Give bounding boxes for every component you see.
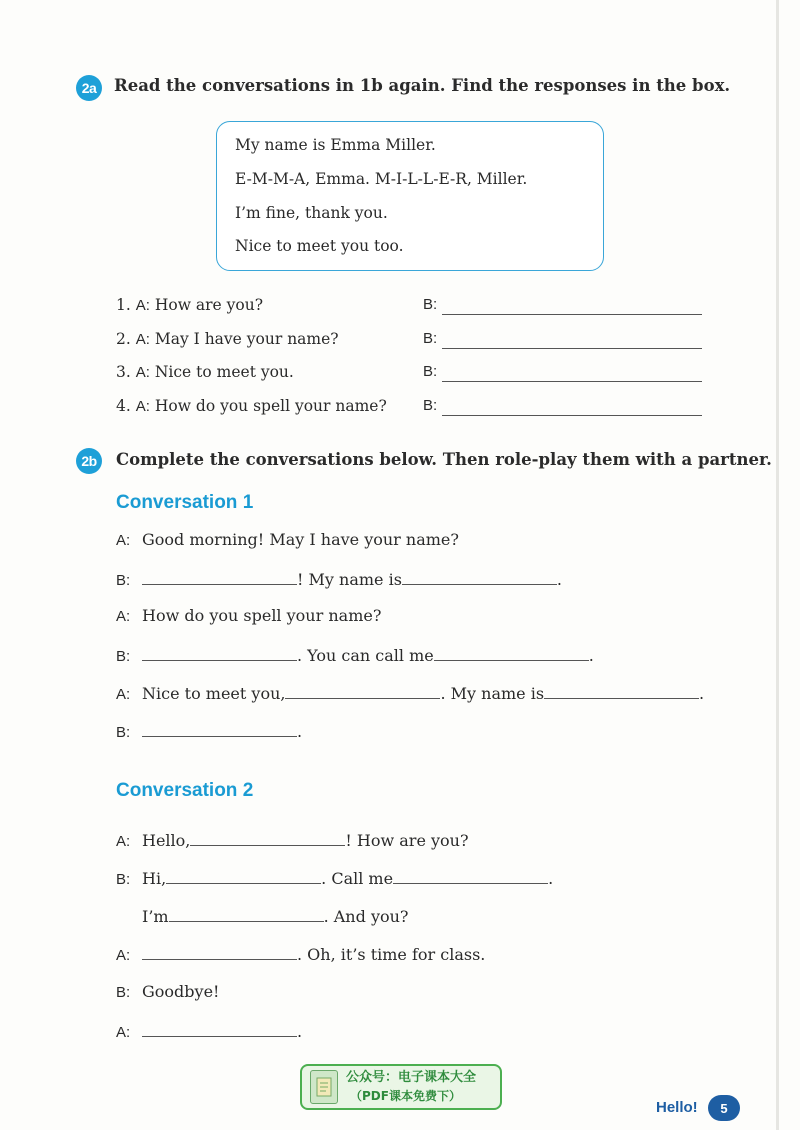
page-number: 5 — [708, 1095, 740, 1121]
speaker-label: A: — [116, 532, 131, 549]
dialogue-text: . Call me — [321, 869, 394, 888]
dialogue-text: ! My name is — [297, 570, 402, 589]
dialogue-line — [116, 682, 704, 703]
conversation-2-title: Conversation 2 — [116, 780, 254, 801]
question-number: 2. — [116, 330, 131, 348]
dialogue-line — [116, 530, 459, 549]
question-text: How are you? — [154, 296, 264, 314]
watermark-line-1: 公众号：电子课本大全 — [346, 1070, 477, 1085]
box-item: I’m fine, thank you. — [235, 204, 388, 222]
speaker-label: B: — [423, 363, 438, 380]
answer-blank[interactable] — [442, 332, 702, 349]
speaker-label: B: — [116, 984, 131, 1001]
box-item: E-M-M-A, Emma. M-I-L-L-E-R, Miller. — [235, 170, 528, 188]
conversation-1-title: Conversation 1 — [116, 492, 254, 513]
watermark-line-2: （PDF课本免费下） — [350, 1089, 461, 1103]
question-text: Nice to meet you. — [154, 363, 294, 381]
speaker-label: A: — [116, 608, 131, 625]
dialogue-text: . — [588, 646, 594, 665]
fill-in-blank[interactable] — [190, 829, 345, 846]
fill-in-blank[interactable] — [393, 867, 548, 884]
fill-in-blank[interactable] — [402, 568, 557, 585]
question-number: 3. — [116, 363, 131, 381]
dialogue-line — [116, 644, 594, 665]
dialogue-text: How do you spell your name? — [142, 606, 382, 625]
dialogue-line — [116, 1020, 302, 1041]
book-icon — [310, 1070, 338, 1104]
dialogue-text: . My name is — [440, 684, 545, 703]
fill-in-blank[interactable] — [166, 867, 321, 884]
question-number: 4. — [116, 397, 131, 415]
dialogue-line — [116, 829, 469, 850]
answer-blank[interactable] — [442, 399, 702, 416]
fill-in-blank[interactable] — [142, 644, 297, 661]
unit-title: Hello! — [656, 1099, 698, 1116]
dialogue-text: Hello, — [142, 831, 191, 850]
speaker-label: A: — [135, 331, 150, 348]
dialogue-text: Good morning! May I have your name? — [142, 530, 459, 549]
question-text: May I have your name? — [154, 330, 339, 348]
dialogue-text: . You can call me — [297, 646, 434, 665]
box-item: My name is Emma Miller. — [235, 136, 436, 154]
fill-in-blank[interactable] — [285, 682, 440, 699]
speaker-label: A: — [135, 364, 150, 381]
question-row — [116, 363, 706, 385]
fill-in-blank[interactable] — [142, 568, 297, 585]
dialogue-text: . — [297, 722, 303, 741]
fill-in-blank[interactable] — [142, 1020, 297, 1037]
dialogue-line — [116, 720, 302, 741]
dialogue-text: I’m — [142, 907, 169, 926]
fill-in-blank[interactable] — [142, 720, 297, 737]
dialogue-text: ! How are you? — [345, 831, 469, 850]
fill-in-blank[interactable] — [544, 682, 699, 699]
section-2a-instruction: Read the conversations in 1b again. Find the responses in the box. — [114, 76, 731, 95]
question-row — [116, 397, 706, 419]
dialogue-text: . Oh, it’s time for class. — [297, 945, 486, 964]
dialogue-text: . — [297, 1022, 303, 1041]
speaker-label: A: — [135, 398, 150, 415]
answer-blank[interactable] — [442, 298, 702, 315]
page-edge — [776, 0, 779, 1130]
question-row — [116, 296, 706, 318]
dialogue-text: . — [556, 570, 563, 589]
dialogue-line — [116, 905, 409, 926]
speaker-label: B: — [423, 397, 438, 414]
question-row — [116, 330, 706, 352]
section-2b-instruction: Complete the conversations below. Then role-play them with a partner. — [116, 450, 772, 469]
fill-in-blank[interactable] — [434, 644, 589, 661]
speaker-label: A: — [116, 1024, 131, 1041]
speaker-label: B: — [116, 871, 131, 888]
question-text: How do you spell your name? — [154, 397, 387, 415]
speaker-label: A: — [116, 686, 131, 703]
speaker-label: B: — [116, 724, 131, 741]
speaker-label: B: — [116, 572, 131, 589]
dialogue-line — [116, 568, 562, 589]
response-box — [216, 121, 604, 271]
dialogue-text: . — [548, 869, 554, 888]
speaker-label: A: — [116, 947, 131, 964]
dialogue-text: . — [699, 684, 705, 703]
question-number: 1. — [116, 296, 131, 314]
dialogue-line — [116, 982, 219, 1001]
speaker-label: A: — [116, 833, 131, 850]
answer-blank[interactable] — [442, 365, 702, 382]
section-2a-badge: 2a — [76, 75, 102, 101]
dialogue-line — [116, 943, 485, 964]
section-2b-badge: 2b — [76, 448, 102, 474]
box-item: Nice to meet you too. — [235, 237, 404, 255]
speaker-label: B: — [116, 648, 131, 665]
speaker-label: B: — [423, 296, 438, 313]
dialogue-text: Goodbye! — [142, 982, 220, 1001]
fill-in-blank[interactable] — [142, 943, 297, 960]
watermark-banner — [300, 1064, 502, 1110]
dialogue-line — [116, 867, 553, 888]
dialogue-text: . And you? — [323, 907, 409, 926]
fill-in-blank[interactable] — [169, 905, 324, 922]
speaker-label: A: — [135, 297, 150, 314]
dialogue-text: Hi, — [142, 869, 167, 888]
dialogue-line — [116, 606, 381, 625]
dialogue-text: Nice to meet you, — [142, 684, 286, 703]
speaker-label: B: — [423, 330, 438, 347]
